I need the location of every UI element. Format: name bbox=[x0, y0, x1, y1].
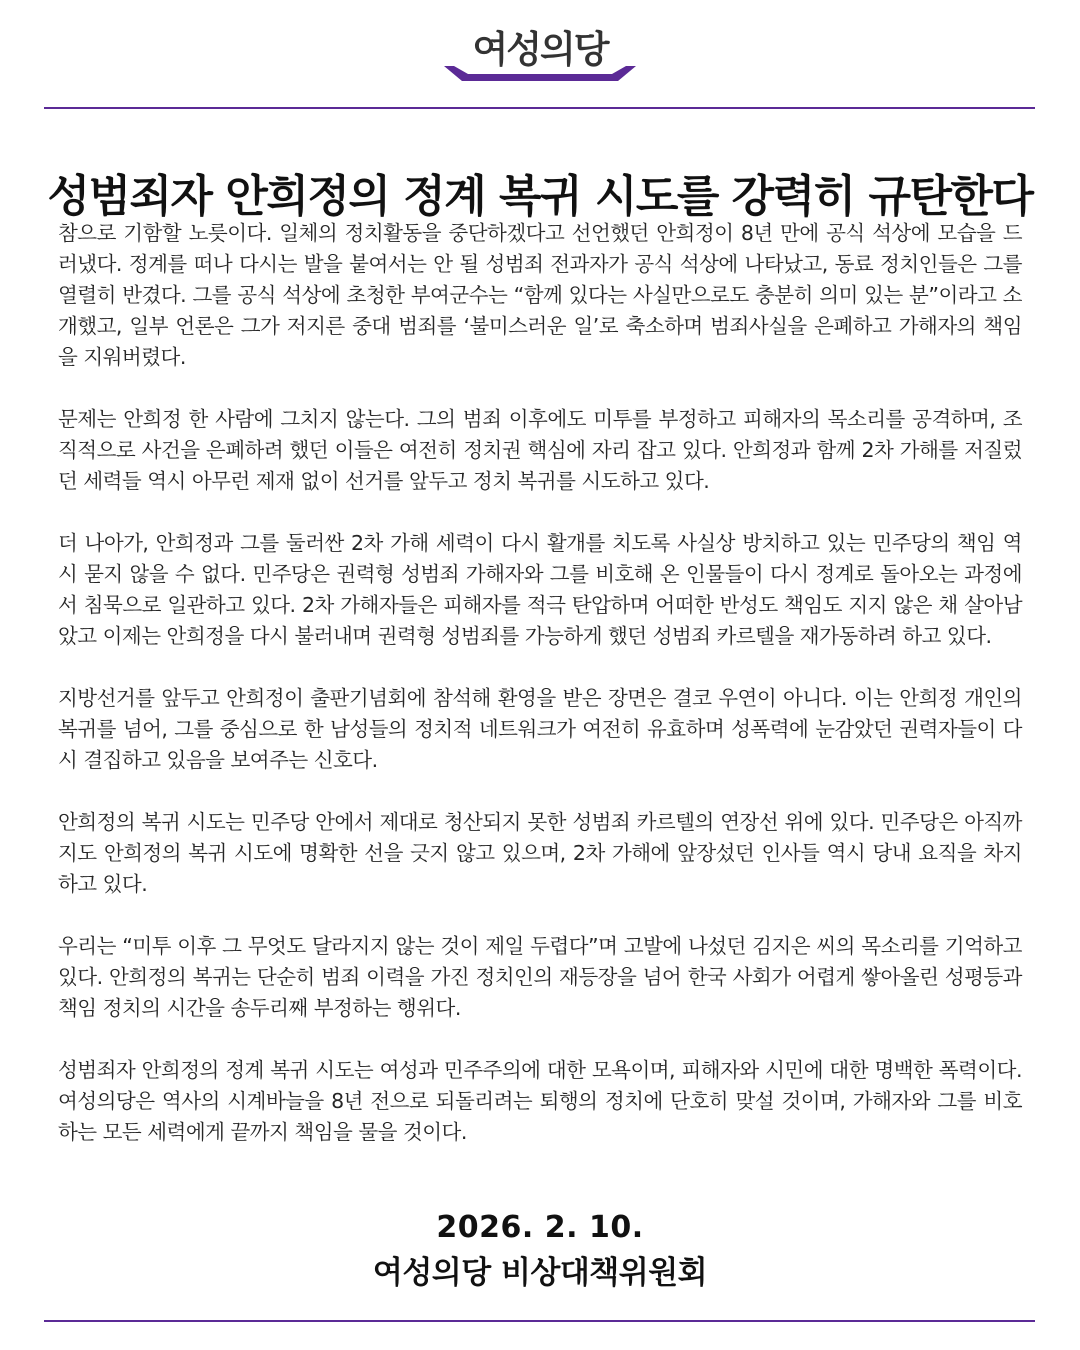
party-logo-text: 여성의당 bbox=[472, 28, 608, 71]
statement-paragraph: 더 나아가, 안희정과 그를 둘러싼 2차 가해 세력이 다시 활개를 치도록 사실상 방치하고 있는 민주당의 책임 역시 묻지 않을 수 없다. 민주당은 권력형 성범죄 가해자와 그를 비호해 온 인물들이 다시 정계로 돌아오는 과정에서 침묵으로 일관하고 있다. 2차 가해자들은 피해자를 적극 탄압하며 어떠한 반성도 책임도 지지 않은 채 살아남았고 이제는 안희정을 다시 불러내며 권력형 성범죄를 가능하게 했던 성범죄 카르텔을 재가동하려 하고 있다. bbox=[58, 531, 1022, 648]
statement-paragraph: 참으로 기함할 노릇이다. 일체의 정치활동을 중단하겠다고 선언했던 안희정이 8년 만에 공식 석상에 모습을 드러냈다. 정계를 떠나 다시는 발을 붙여서는 안 될 성범죄 전과자가 공식 석상에 나타났고, 동료 정치인들은 그를 열렬히 반겼다. 그를 공식 석상에 초청한 부여군수는 “함께 있다는 사실만으로도 충분히 의미 있는 분”이라고 소개했고, 일부 언론은 그가 저지른 중대 범죄를 ‘불미스러운 일’로 축소하며 범죄사실을 은폐하고 가해자의 책임을 지워버렸다. bbox=[58, 221, 1022, 369]
statement-paragraph: 성범죄자 안희정의 정계 복귀 시도는 여성과 민주주의에 대한 모욕이며, 피해자와 시민에 대한 명백한 폭력이다. 여성의당은 역사의 시계바늘을 8년 전으로 되돌리려는 퇴행의 정치에 단호히 맞설 것이며, 가해자와 그를 비호하는 모든 세력에게 끝까지 책임을 물을 것이다. bbox=[58, 1058, 1022, 1144]
party-logo bbox=[440, 24, 640, 88]
signatory: 여성의당 비상대책위원회 bbox=[372, 1255, 708, 1291]
statement-paragraph: 안희정의 복귀 시도는 민주당 안에서 제대로 청산되지 못한 성범죄 카르텔의 연장선 위에 있다. 민주당은 아직까지도 안희정의 복귀 시도에 명확한 선을 긋지 않고 있으며, 2차 가해에 앞장섰던 인사들 역시 당내 요직을 차지하고 있다. bbox=[58, 810, 1022, 896]
party-logo-mark bbox=[440, 24, 640, 88]
statement-title: 성범죄자 안희정의 정계 복귀 시도를 강력히 규탄한다 bbox=[47, 171, 1033, 223]
top-divider bbox=[44, 107, 1035, 109]
statement-body bbox=[58, 218, 1022, 1179]
signature-block bbox=[40, 1208, 1040, 1294]
statement-paragraph: 우리는 “미투 이후 그 무엇도 달라지지 않는 것이 제일 두렵다”며 고발에 나섰던 김지은 씨의 목소리를 기억하고 있다. 안희정의 복귀는 단순히 범죄 이력을 가진 정치인의 재등장을 넘어 한국 사회가 어렵게 쌓아올린 성평등과 책임 정치의 시간을 송두리째 부정하는 행위다. bbox=[58, 934, 1022, 1020]
bottom-divider bbox=[44, 1320, 1035, 1322]
statement-paragraph: 문제는 안희정 한 사람에 그치지 않는다. 그의 범죄 이후에도 미투를 부정하고 피해자의 목소리를 공격하며, 조직적으로 사건을 은폐하려 했던 이들은 여전히 정치권 핵심에 자리 잡고 있다. 안희정과 함께 2차 가해를 저질렀던 세력들 역시 아무런 제재 없이 선거를 앞두고 정치 복귀를 시도하고 있다. bbox=[58, 407, 1022, 493]
statement-date: 2026. 2. 10. bbox=[436, 1210, 644, 1245]
statement-paragraph: 지방선거를 앞두고 안희정이 출판기념회에 참석해 환영을 받은 장면은 결코 우연이 아니다. 이는 안희정 개인의 복귀를 넘어, 그를 중심으로 한 남성들의 정치적 네트워크가 여전히 유효하며 성폭력에 눈감았던 권력자들이 다시 결집하고 있음을 보여주는 신호다. bbox=[58, 686, 1022, 772]
